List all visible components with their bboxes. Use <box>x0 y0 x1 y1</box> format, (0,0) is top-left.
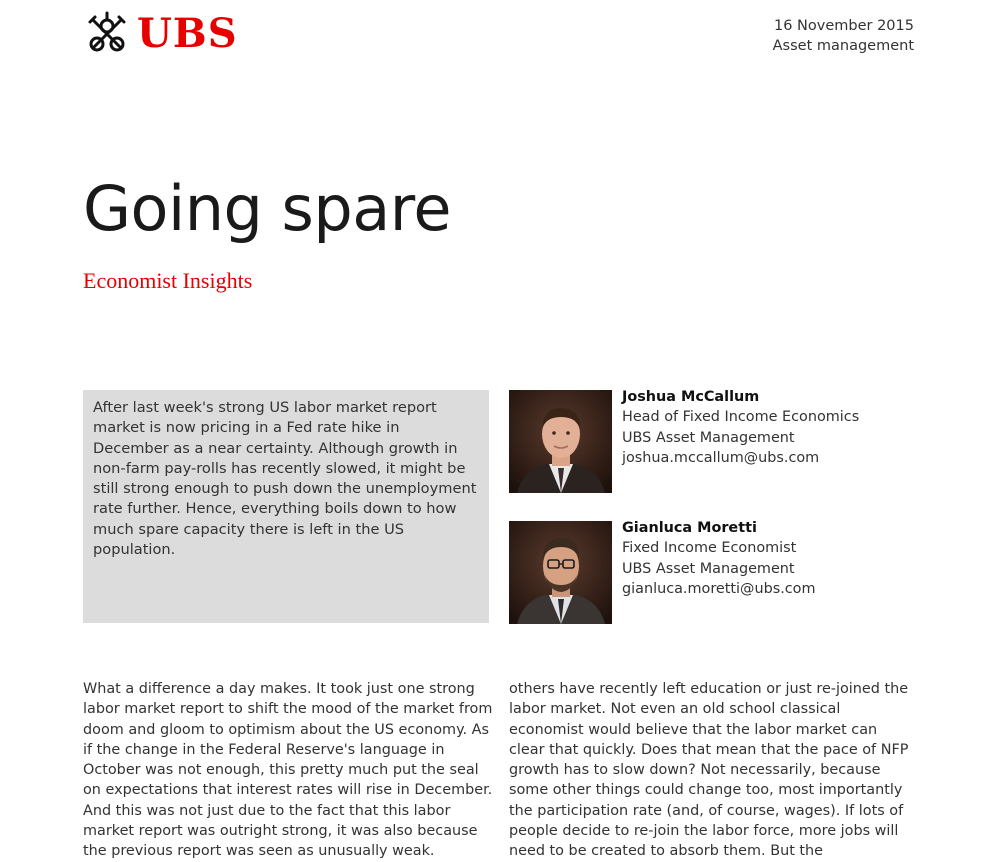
author-org: UBS Asset Management <box>622 429 795 446</box>
author-photo <box>509 390 612 493</box>
document-meta <box>773 16 914 56</box>
author-email[interactable]: gianluca.moretti@ubs.com <box>622 580 816 597</box>
body-column-right <box>509 679 909 862</box>
author-card-moretti <box>509 521 816 624</box>
summary-box: After last week's strong US labor market report market is now pricing in a Fed rate hike in December as a near certainty. Although growth in non-farm pay-rolls has recently slowed, it might be still strong enough to push down the unemployment rate further. Hence, everything boils down to how much spare capacity there is left in the US population. <box>83 390 489 623</box>
author-card-mccallum <box>509 390 859 493</box>
author-name: Gianluca Moretti <box>622 520 757 536</box>
body-paragraph: others have recently left education or just re-joined the labor market. Not even an old school classical economist would believe that the labor market can clear that quickly. Does that mean that the pace of NFP growth has to slow down? Not necessarily, because some other things could change too, most importantly the participation rate (and, of course, wages). If lots of people decide to re-join the labor force, more jobs will need to be created to absorb them. But the <box>509 681 909 860</box>
section-label: Asset management <box>772 38 914 54</box>
author-email[interactable]: joshua.mccallum@ubs.com <box>622 449 820 466</box>
author-name: Joshua McCallum <box>622 389 760 405</box>
author-role: Head of Fixed Income Economics <box>622 409 860 426</box>
page-title: Going spare <box>83 172 451 245</box>
page-subtitle: Economist Insights <box>83 268 253 293</box>
publication-date: 16 November 2015 <box>773 18 914 34</box>
author-photo <box>509 521 612 624</box>
body-paragraph: What a difference a day makes. It took just one strong labor market report to shift the mood of the market from doom and gloom to optimism about the US economy. As if the change in the Federal Reserve's language in October was not enough, this pretty much put the seal on expectations that interest rates will rise in December. And this was not just due to the fact that this labor market report was outright strong, it was also because the previous report was seen as unusually weak. <box>83 681 493 860</box>
author-role: Fixed Income Economist <box>622 540 797 557</box>
body-column-left <box>83 679 493 862</box>
ubs-keys-icon <box>83 10 131 58</box>
ubs-logo <box>83 10 238 58</box>
author-org: UBS Asset Management <box>622 560 795 577</box>
brand-name: UBS <box>137 10 238 57</box>
